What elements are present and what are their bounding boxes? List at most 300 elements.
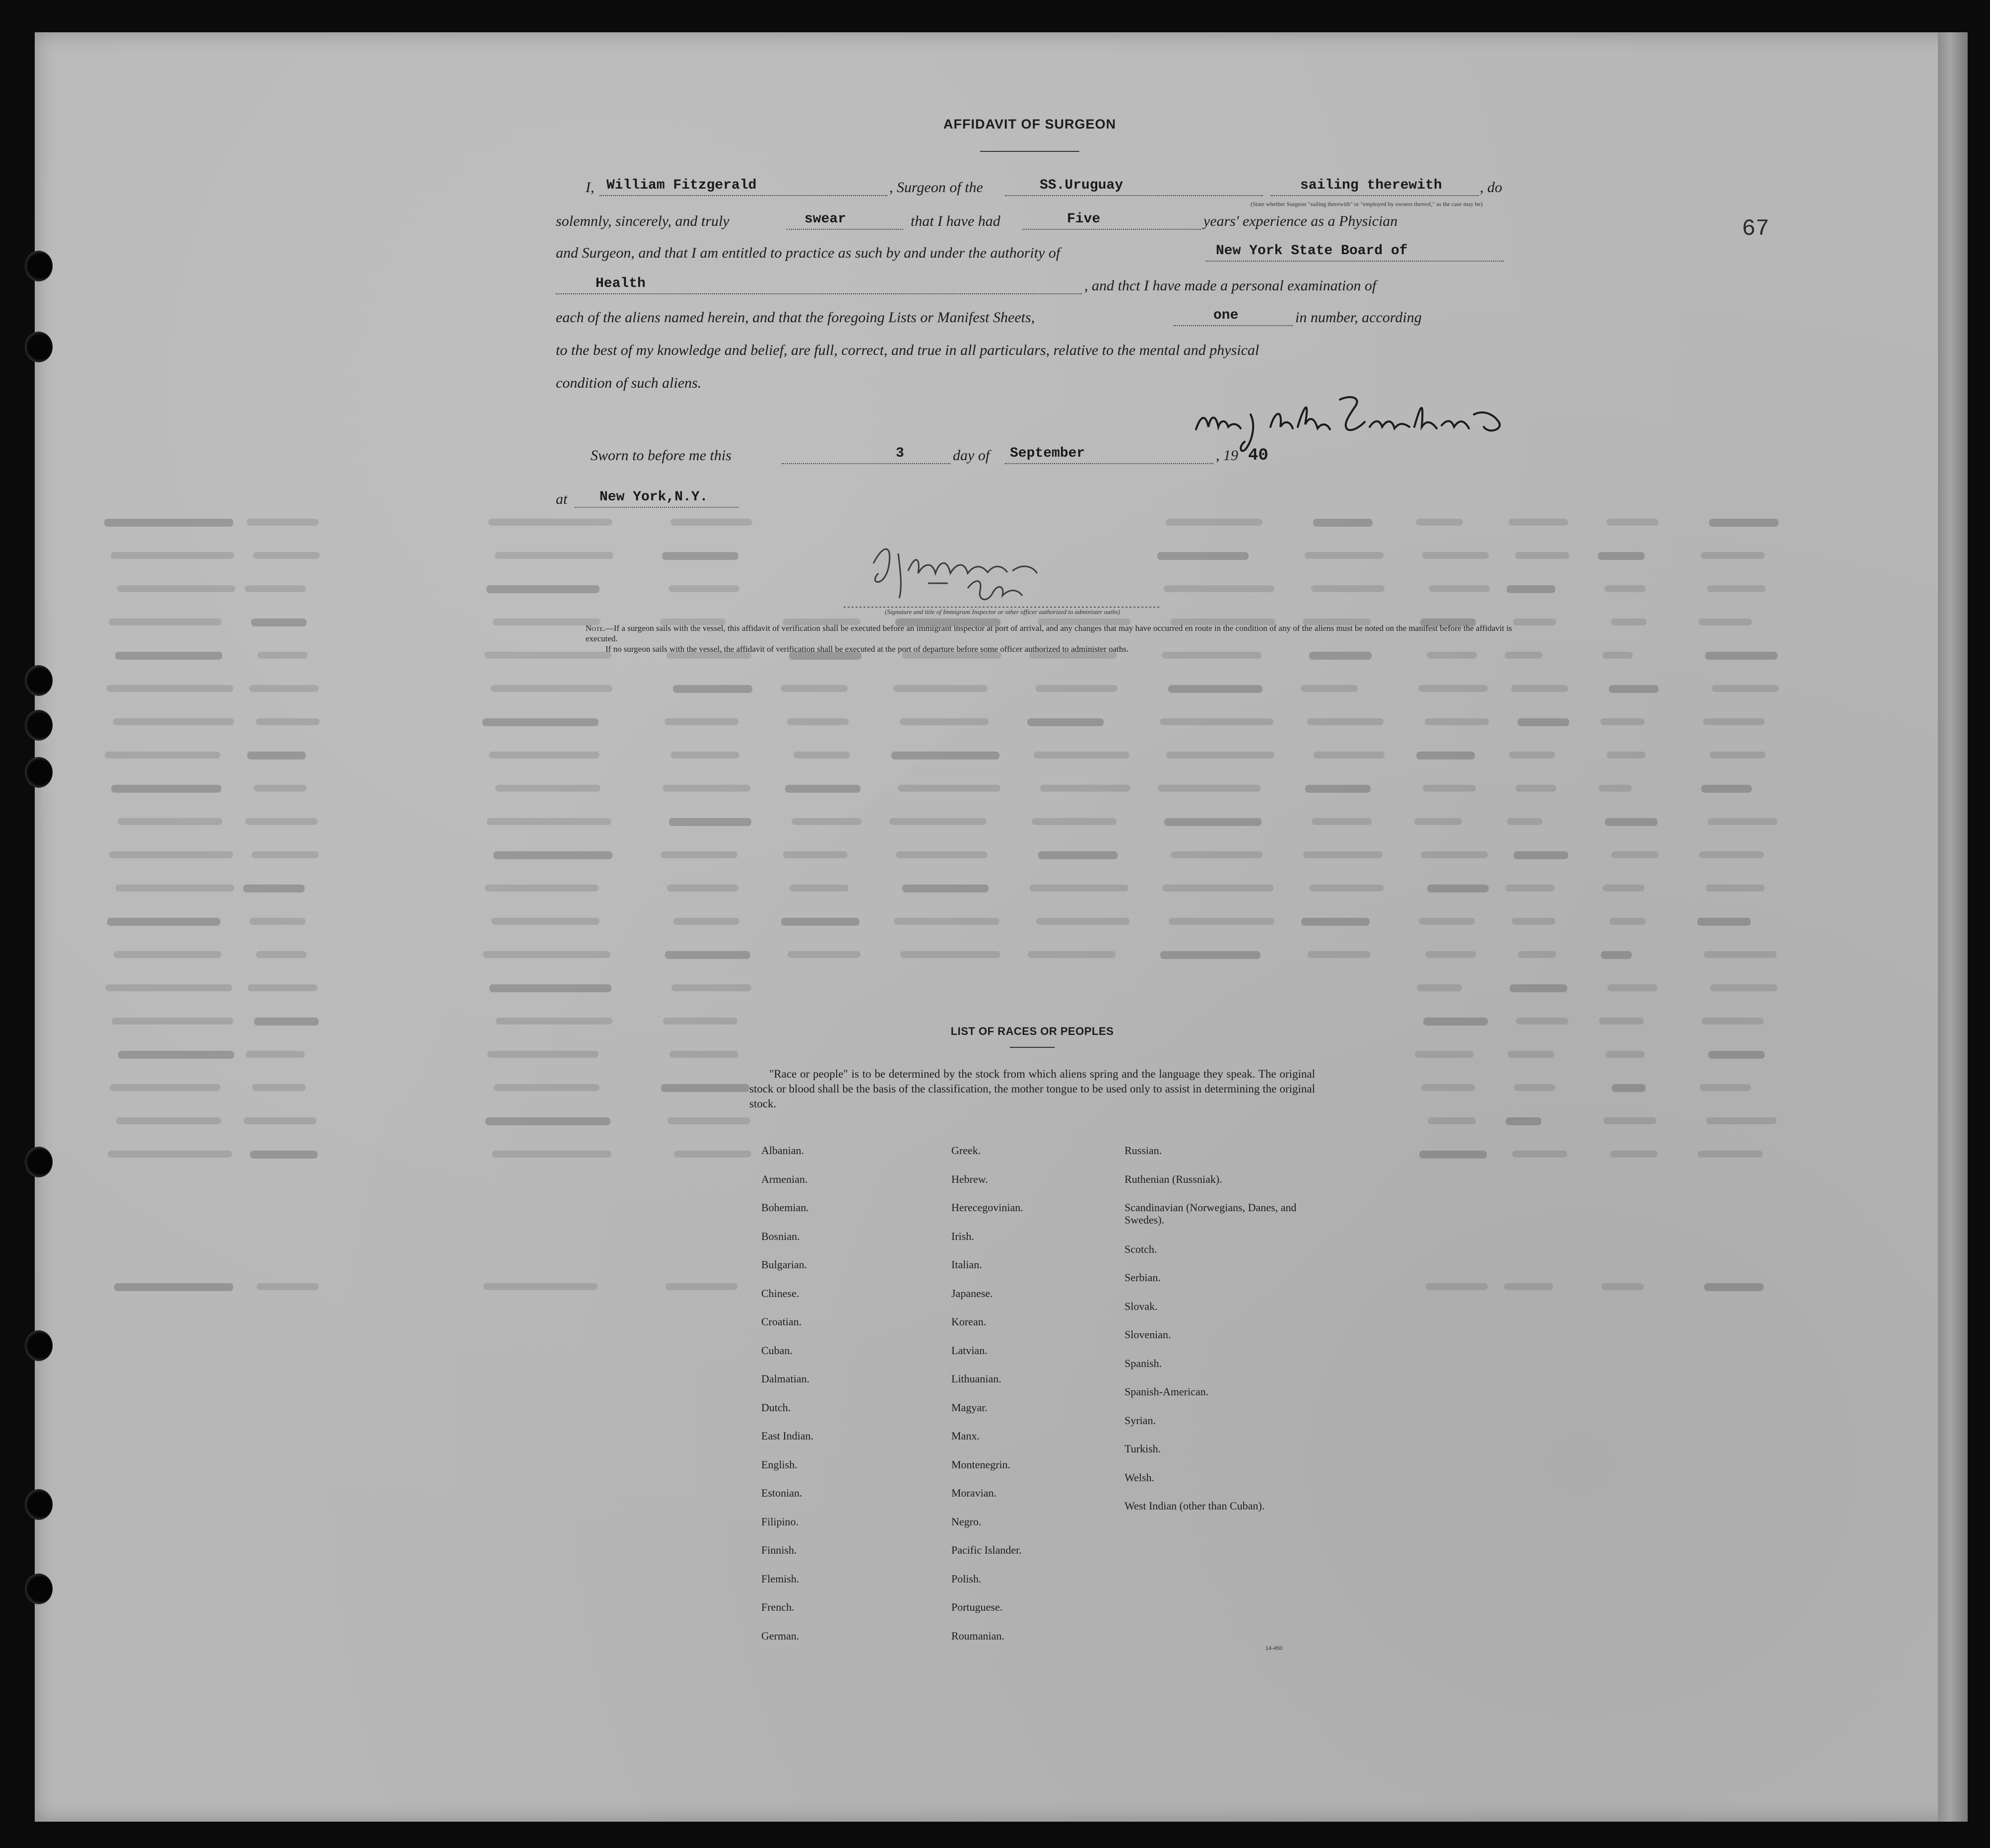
race-item: Hebrew. [951, 1172, 988, 1185]
ghost-text-line [1511, 685, 1568, 692]
ghost-text-line [1314, 752, 1385, 758]
ghost-text-line [1601, 1283, 1644, 1290]
ghost-text-line [1705, 652, 1778, 660]
ghost-text-line [1160, 718, 1273, 725]
ghost-text-line [104, 519, 233, 527]
affidavit-text: and Surgeon, and that I am entitled to practice as such by and under the authority of [556, 245, 1061, 261]
ghost-text-line [488, 519, 612, 526]
ghost-text-line [1415, 1051, 1474, 1058]
ghost-text-line [1307, 718, 1384, 725]
punch-hole [25, 1147, 53, 1177]
punch-hole [25, 251, 53, 281]
race-item: Herecegovinian. [951, 1201, 1023, 1214]
race-item: Syrian. [1125, 1414, 1156, 1427]
race-item: Scotch. [1125, 1242, 1157, 1255]
ghost-text-line [1599, 1018, 1644, 1025]
race-item: Welsh. [1125, 1471, 1154, 1484]
race-item: Serbian. [1125, 1271, 1161, 1284]
ghost-text-line [491, 918, 599, 925]
ghost-text-line [244, 1117, 317, 1124]
ghost-text-line [111, 552, 234, 559]
ghost-text-line [483, 951, 610, 958]
note-lead: Note. [586, 623, 605, 633]
affidavit-text: , and thct I have made a personal examination of [1084, 277, 1377, 294]
race-item: Slovenian. [1125, 1328, 1171, 1341]
sworn-place: New York,N.Y. [599, 489, 708, 505]
ghost-text-line [902, 885, 989, 892]
ghost-text-line [252, 851, 319, 858]
ghost-text-line [1607, 984, 1658, 991]
ghost-text-line [1032, 818, 1117, 825]
ghost-text-line [254, 785, 307, 792]
ghost-text-line [245, 818, 318, 825]
ghost-text-line [781, 918, 860, 926]
ghost-text-line [1509, 519, 1568, 526]
ghost-text-line [1305, 785, 1371, 793]
ghost-text-line [258, 652, 308, 659]
ghost-text-line [665, 951, 750, 959]
race-item: Flemish. [761, 1572, 799, 1585]
ghost-text-line [111, 785, 221, 793]
ghost-text-line [1704, 1283, 1764, 1291]
ghost-text-line [483, 1283, 597, 1290]
ghost-text-line [1612, 1084, 1646, 1092]
punch-hole [25, 665, 53, 696]
race-item: Korean. [951, 1315, 987, 1328]
ghost-text-line [1603, 1117, 1657, 1124]
ghost-text-line [673, 918, 739, 925]
affidavit-line-4 [556, 265, 1504, 299]
ghost-text-line [1036, 685, 1118, 692]
ghost-text-line [1709, 519, 1779, 527]
ghost-text-line [496, 1018, 612, 1025]
race-item: Slovak. [1125, 1300, 1158, 1312]
ghost-text-line [1416, 519, 1463, 526]
affidavit-text: condition of such aliens. [556, 375, 702, 391]
ghost-text-line [253, 552, 320, 559]
ghost-text-line [1598, 785, 1632, 792]
ghost-text-line [1515, 552, 1569, 559]
ghost-text-line [493, 618, 600, 625]
ghost-text-line [1701, 785, 1752, 793]
races-list [749, 1025, 1315, 1642]
race-item: Roumanian. [951, 1629, 1004, 1642]
sheet-count: one [1213, 308, 1239, 323]
ghost-text-line [1707, 585, 1766, 592]
ghost-text-line [1708, 818, 1778, 825]
ghost-text-line [1418, 685, 1488, 692]
ghost-text-line [107, 685, 233, 692]
ghost-text-line [257, 1283, 319, 1290]
ghost-text-line [790, 885, 849, 891]
ghost-text-line [1706, 885, 1765, 891]
ghost-text-line [1700, 1084, 1751, 1091]
ghost-text-line [1601, 951, 1632, 959]
ghost-text-line [1423, 785, 1476, 792]
ghost-text-line [1514, 1084, 1555, 1091]
affidavit-text: , Surgeon of the [889, 179, 983, 196]
races-rule [1010, 1047, 1055, 1048]
ghost-text-line [118, 1051, 234, 1059]
race-item: Armenian. [761, 1172, 808, 1185]
ghost-text-line [256, 951, 307, 958]
ghost-text-line [109, 618, 221, 625]
ghost-text-line [495, 785, 600, 792]
ghost-text-line [1698, 1151, 1763, 1158]
ghost-text-line [785, 785, 861, 793]
ghost-text-line [1028, 951, 1116, 958]
ghost-text-line [1704, 951, 1777, 958]
ghost-text-line [250, 918, 306, 925]
sworn-year: 40 [1248, 446, 1268, 465]
ghost-text-line [1710, 984, 1778, 991]
ghost-text-line [1417, 984, 1462, 991]
affidavit-note [586, 623, 1528, 654]
ghost-text-line [1611, 851, 1658, 858]
ghost-text-line [674, 1151, 751, 1158]
ghost-text-line [1429, 585, 1490, 592]
ghost-text-line [482, 718, 598, 726]
ghost-text-line [1706, 1117, 1777, 1124]
ghost-text-line [114, 1283, 233, 1291]
ghost-text-line [1609, 685, 1658, 693]
ghost-text-line [109, 851, 233, 858]
ghost-text-line [1699, 851, 1764, 858]
surgeon-name: William Fitzgerald [606, 178, 757, 193]
race-item: Dalmatian. [761, 1372, 810, 1385]
ghost-text-line [116, 1117, 221, 1124]
race-item: Negro. [951, 1515, 982, 1528]
surgeon-name-field [599, 177, 887, 196]
race-item: Dutch. [761, 1401, 791, 1414]
ghost-text-line [1607, 752, 1646, 758]
race-item: Finnish. [761, 1544, 797, 1556]
ghost-text-line [1311, 585, 1385, 592]
affidavit-text: , 19 [1216, 447, 1238, 464]
ghost-text-line [1510, 984, 1567, 992]
race-item: French. [761, 1601, 795, 1613]
ghost-text-line [671, 752, 739, 758]
ghost-text-line [900, 951, 1000, 958]
race-item: Bohemian. [761, 1201, 809, 1214]
oath-field [787, 211, 903, 230]
inspector-caption: (Signature and title of Immigrant Inspector or other officer authorized to administer oaths) [885, 608, 1120, 616]
form-number: 14-450 [1265, 1645, 1283, 1651]
race-item: Estonian. [761, 1487, 802, 1499]
race-item: Filipino. [761, 1515, 799, 1528]
ghost-text-line [1598, 552, 1645, 560]
punch-hole [25, 332, 53, 362]
ghost-text-line [1701, 552, 1765, 559]
ghost-text-line [1421, 851, 1488, 858]
ghost-text-line [1518, 951, 1556, 958]
punch-hole [25, 1330, 53, 1361]
status-note: (State whether Surgeon "sailing therewith" or "employed by owners thereof," as the case may be) [1251, 201, 1483, 207]
ghost-text-line [1162, 885, 1273, 891]
affidavit-text: Sworn to before me this [591, 447, 731, 464]
ghost-text-line [250, 1151, 318, 1159]
oath-type: swear [804, 211, 847, 227]
ghost-text-line [251, 618, 307, 626]
race-item: Greek. [951, 1144, 981, 1157]
vessel-name: SS.Uruguay [1040, 178, 1124, 193]
ghost-text-line [1602, 652, 1633, 659]
ghost-text-line [1610, 1151, 1658, 1158]
affidavit-text: that I have had [911, 213, 1000, 229]
race-item: Moravian. [951, 1487, 997, 1499]
affidavit-text: day of [953, 447, 990, 464]
race-item: Bulgarian. [761, 1258, 807, 1271]
ghost-text-line [1416, 752, 1475, 759]
ghost-text-line [256, 718, 320, 725]
ghost-text-line [1605, 1051, 1645, 1058]
ghost-text-line [494, 1084, 599, 1091]
ghost-text-line [787, 718, 849, 725]
ghost-text-line [1710, 752, 1766, 758]
ghost-text-line [662, 552, 738, 560]
ghost-text-line [1712, 685, 1779, 692]
ghost-text-line [1703, 718, 1765, 725]
affidavit-text: , do [1480, 179, 1502, 196]
ghost-text-line [1504, 1283, 1553, 1290]
ghost-text-line [783, 851, 848, 858]
ghost-text-line [673, 685, 752, 693]
race-item: English. [761, 1458, 797, 1471]
affidavit-text: to the best of my knowledge and belief, are full, correct, and true in all particulars, relative to the mental and physical [556, 342, 1260, 358]
ghost-text-line [1169, 918, 1274, 925]
race-item: Chinese. [761, 1287, 799, 1300]
punch-hole [25, 710, 53, 741]
ghost-text-line [1301, 685, 1358, 692]
ghost-text-line [661, 851, 737, 858]
ghost-text-line [667, 1117, 750, 1124]
ghost-text-line [1305, 552, 1384, 559]
punch-hole [25, 757, 53, 788]
ghost-text-line [1158, 785, 1260, 792]
race-item: Croatian. [761, 1315, 802, 1328]
ghost-text-line [486, 585, 599, 593]
ghost-text-line [792, 818, 862, 825]
ghost-text-line [245, 585, 306, 592]
affidavit-text: solemnly, sincerely, and truly [556, 213, 730, 229]
ghost-text-line [1419, 1151, 1487, 1159]
ghost-text-line [893, 685, 988, 692]
ghost-text-line [1708, 1051, 1765, 1059]
ghost-text-line [1419, 918, 1475, 925]
ghost-text-line [670, 519, 752, 526]
ghost-text-line [781, 685, 848, 692]
ghost-text-line [114, 951, 221, 958]
ghost-text-line [1427, 885, 1489, 892]
affidavit-text: each of the aliens named herein, and that the foregoing Lists or Manifest Sheets, [556, 309, 1035, 326]
ghost-text-line [247, 752, 306, 759]
at-line [556, 478, 1504, 513]
ghost-text-line [1606, 519, 1658, 526]
sworn-month: September [1010, 446, 1085, 461]
ghost-text-line [671, 984, 751, 991]
ghost-text-line [669, 818, 751, 826]
ghost-text-line [788, 951, 861, 958]
ghost-text-line [665, 1283, 737, 1290]
ghost-text-line [1426, 1283, 1488, 1290]
ghost-text-line [1600, 718, 1645, 725]
ghost-text-line [254, 1018, 319, 1026]
sheets-field [1174, 307, 1293, 326]
ghost-text-line [900, 718, 989, 725]
ghost-text-line [1303, 851, 1383, 858]
ghost-text-line [1040, 785, 1130, 792]
race-item: Lithuanian. [951, 1372, 1001, 1385]
ghost-text-line [107, 918, 220, 926]
ghost-text-line [1038, 851, 1118, 859]
affidavit-line-1 [556, 166, 1504, 207]
ghost-text-line [1421, 1084, 1475, 1091]
page-number: 67 [1742, 216, 1770, 242]
race-item: Italian. [951, 1258, 982, 1271]
sworn-line [556, 434, 1504, 469]
ghost-text-line [663, 1018, 737, 1025]
ghost-text-line [105, 752, 220, 758]
sworn-day-field [782, 445, 950, 464]
ghost-text-line [491, 685, 612, 692]
ghost-text-line [487, 1051, 598, 1058]
ghost-text-line [668, 585, 739, 592]
race-item: Albanian. [761, 1144, 804, 1157]
ghost-text-line [493, 851, 612, 859]
ghost-text-line [116, 885, 234, 891]
ghost-text-line [1423, 1018, 1488, 1026]
punch-hole [25, 1489, 53, 1520]
ghost-text-line [1516, 785, 1556, 792]
punch-hole [25, 1574, 53, 1604]
ghost-text-line [661, 1084, 749, 1092]
ghost-text-line [1164, 818, 1261, 826]
race-item: Portuguese. [951, 1601, 1003, 1613]
ghost-text-line [667, 885, 738, 891]
ghost-text-line [1604, 585, 1646, 592]
race-item: Irish. [951, 1230, 974, 1242]
ghost-text-line [1308, 951, 1371, 958]
sworn-day: 3 [896, 446, 904, 461]
ghost-text-line [249, 685, 319, 692]
races-definition: "Race or people" is to be determined by the stock from which aliens spring and the language they speak. The original stock or blood shall be the basis of the classification, the mother tongue to be used only to assist in determining the original stock. [749, 1068, 1315, 1110]
race-item: Ruthenian (Russniak). [1125, 1172, 1222, 1185]
ghost-text-line [248, 984, 318, 991]
race-item: Bosnian. [761, 1230, 800, 1242]
years-field [1022, 211, 1201, 230]
ghost-text-line [1506, 1117, 1541, 1125]
ghost-text-line [1027, 718, 1104, 726]
note-text-2: If no surgeon sails with the vessel, the affidavit of verification shall be executed at the port of departure before some officer authorized to administer oaths. [605, 644, 1129, 654]
years-experience: Five [1067, 211, 1101, 227]
vessel-field [1005, 177, 1263, 196]
race-item: Pacific Islander. [951, 1544, 1022, 1556]
ghost-text-line [118, 818, 222, 825]
ghost-text-line [113, 718, 234, 725]
ghost-text-line [1166, 752, 1274, 758]
ghost-text-line [110, 1084, 220, 1091]
ghost-text-line [115, 652, 222, 660]
ghost-text-line [108, 1151, 232, 1158]
ghost-text-line [663, 785, 750, 792]
ghost-text-line [252, 1084, 306, 1091]
ghost-text-line [1310, 885, 1384, 891]
authority-field-cont [556, 275, 1082, 294]
race-item: Spanish-American. [1125, 1385, 1209, 1398]
affidavit-line-3 [556, 232, 1504, 267]
ghost-text-line [1603, 885, 1645, 891]
ghost-text-line [1512, 1151, 1567, 1158]
ghost-text-line [105, 984, 232, 991]
ghost-text-line [495, 552, 613, 559]
sworn-month-field [1005, 445, 1213, 464]
ghost-text-line [112, 1018, 233, 1025]
race-item: German. [761, 1629, 799, 1642]
ghost-text-line [1312, 818, 1372, 825]
ghost-text-line [794, 752, 850, 758]
ghost-text-line [1313, 519, 1373, 527]
races-title: LIST OF RACES OR PEOPLES [950, 1025, 1114, 1037]
ghost-text-line [1034, 752, 1129, 758]
race-item: West Indian (other than Cuban). [1125, 1500, 1265, 1512]
race-item: Cuban. [761, 1344, 793, 1357]
ghost-text-line [243, 885, 305, 892]
race-item: Russian. [1125, 1144, 1162, 1157]
affidavit-of-surgeon [556, 117, 1512, 654]
ghost-text-line [894, 918, 999, 925]
affidavit-text: in number, according [1295, 309, 1422, 326]
ghost-text-line [1509, 752, 1555, 758]
ghost-text-line [1425, 718, 1489, 725]
ghost-text-line [117, 585, 235, 592]
ghost-text-line [1030, 885, 1128, 891]
ghost-text-line [1512, 918, 1555, 925]
note-text-1: —If a surgeon sails with the vessel, this affidavit of verification shall be executed before an immigrant inspector at port of arrival, and any changes that may have occurred en route in the condition of any of the aliens must be noted on the manifest before the affidavit is executed. [586, 623, 1512, 643]
ghost-text-line [1428, 1117, 1476, 1124]
ghost-text-line [1699, 618, 1752, 625]
ghost-text-line [485, 885, 598, 891]
ghost-text-line [1168, 685, 1262, 693]
ghost-text-line [1160, 951, 1260, 959]
ghost-text-line [1508, 1051, 1554, 1058]
race-item: East Indian. [761, 1430, 814, 1442]
ghost-text-line [247, 519, 319, 526]
ghost-text-line [664, 718, 738, 725]
race-item: Polish. [951, 1572, 982, 1585]
ghost-text-line [1516, 1018, 1568, 1025]
ghost-text-line [669, 1051, 738, 1058]
ghost-text-line [489, 752, 599, 758]
ghost-text-line [485, 1117, 610, 1125]
race-item: Latvian. [951, 1344, 988, 1357]
ghost-text-line [1609, 918, 1646, 925]
ghost-text-line [898, 785, 1000, 792]
authority-field [1206, 243, 1504, 262]
affidavit-title: AFFIDAVIT OF SURGEON [943, 117, 1116, 132]
ghost-text-line [1301, 918, 1370, 926]
affidavit-line-5 [556, 296, 1504, 331]
affidavit-text: at [556, 491, 568, 507]
race-item: Spanish. [1125, 1357, 1162, 1369]
ghost-text-line [1518, 718, 1569, 726]
ghost-text-line [891, 752, 999, 759]
ghost-text-line [1697, 918, 1751, 926]
race-item: Montenegrin. [951, 1458, 1011, 1471]
ghost-text-line [1414, 818, 1462, 825]
ghost-text-line [1425, 951, 1476, 958]
surgeon-status: sailing therewith [1300, 178, 1442, 193]
race-item: Turkish. [1125, 1442, 1161, 1455]
